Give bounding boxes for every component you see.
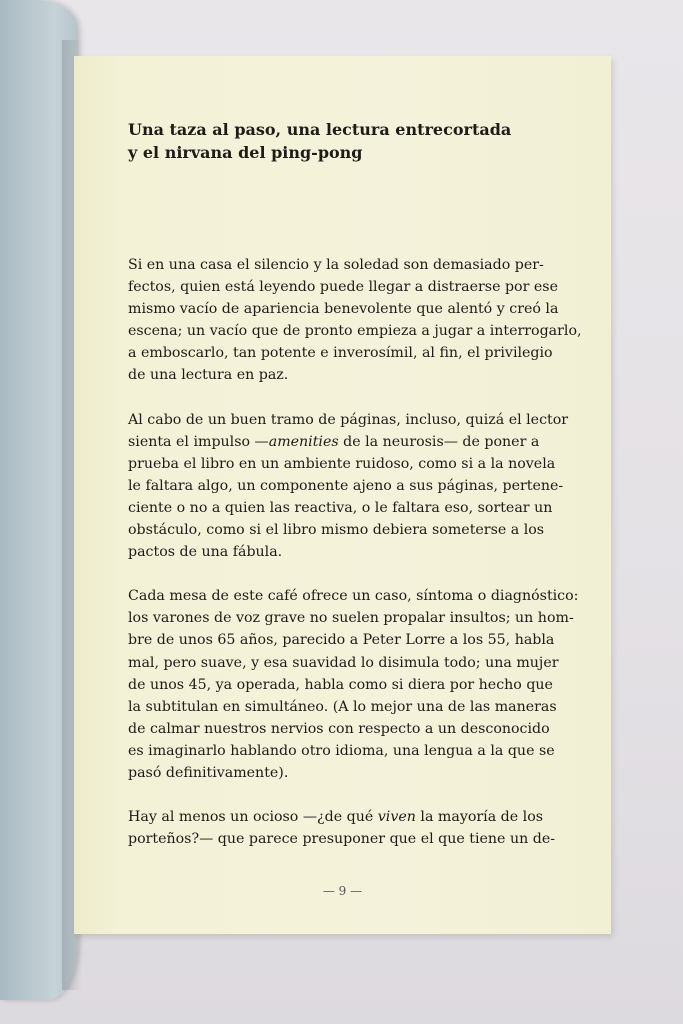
chapter-title bbox=[128, 118, 568, 164]
book-page bbox=[74, 56, 611, 934]
text-line: Al cabo de un buen tramo de páginas, incluso, quizá el lector bbox=[128, 411, 569, 428]
text-line: Hay al menos un ocioso —¿de qué viven la mayoría de los bbox=[128, 809, 544, 826]
paragraph bbox=[128, 585, 579, 784]
text-line: es imaginarlo hablando otro idioma, una lengua a la que se bbox=[128, 742, 555, 759]
text-line: pactos de una fábula. bbox=[128, 544, 283, 561]
text-line: de una lectura en paz. bbox=[128, 367, 289, 384]
text-line: bre de unos 65 años, parecido a Peter Lorre a los 55, habla bbox=[128, 632, 555, 649]
text-line: porteños?— que parece presuponer que el que tiene un de- bbox=[128, 831, 556, 848]
paragraph bbox=[128, 409, 569, 564]
text-line: mal, pero suave, y esa suavidad lo disimula todo; una mujer bbox=[128, 654, 559, 671]
text-line: obstáculo, como si el libro mismo debiera someterse a los bbox=[128, 522, 545, 539]
chapter-title-line: Una taza al paso, una lectura entrecortada bbox=[128, 120, 512, 139]
text-line: de calmar nuestros nervios con respecto a un desconocido bbox=[128, 720, 550, 737]
text-line: Cada mesa de este café ofrece un caso, síntoma o diagnóstico: bbox=[128, 588, 579, 605]
text-line: de unos 45, ya operada, habla como si diera por hecho que bbox=[128, 676, 553, 693]
text-line: los varones de voz grave no suelen propalar insultos; un hom- bbox=[128, 610, 574, 627]
text-line: escena; un vacío que de pronto empieza a jugar a interrogarlo, bbox=[128, 323, 582, 340]
page-number: — 9 — bbox=[322, 884, 363, 898]
text-line: ciente o no a quien las reactiva, o le faltara eso, sortear un bbox=[128, 499, 553, 516]
chapter-title-line: y el nirvana del ping-pong bbox=[128, 143, 363, 162]
paragraph bbox=[128, 806, 556, 850]
text-line: le faltara algo, un componente ajeno a sus páginas, pertene- bbox=[128, 477, 564, 494]
text-line: a emboscarlo, tan potente e inverosímil, al fin, el privilegio bbox=[128, 345, 553, 362]
text-line: fectos, quien está leyendo puede llegar a distraerse por ese bbox=[128, 279, 558, 296]
text-line: mismo vacío de apariencia benevolente que alentó y creó la bbox=[128, 301, 559, 318]
text-line: Si en una casa el silencio y la soledad son demasiado per- bbox=[128, 257, 544, 273]
text-line: prueba el libro en un ambiente ruidoso, como si a la novela bbox=[128, 455, 556, 472]
text-line: la subtitulan en simultáneo. (A lo mejor una de las maneras bbox=[128, 698, 557, 715]
paragraph bbox=[128, 254, 582, 387]
body-text bbox=[128, 254, 582, 872]
text-line: pasó definitivamente). bbox=[128, 764, 289, 781]
text-line: sienta el impulso —amenities de la neurosis— de poner a bbox=[128, 433, 540, 450]
